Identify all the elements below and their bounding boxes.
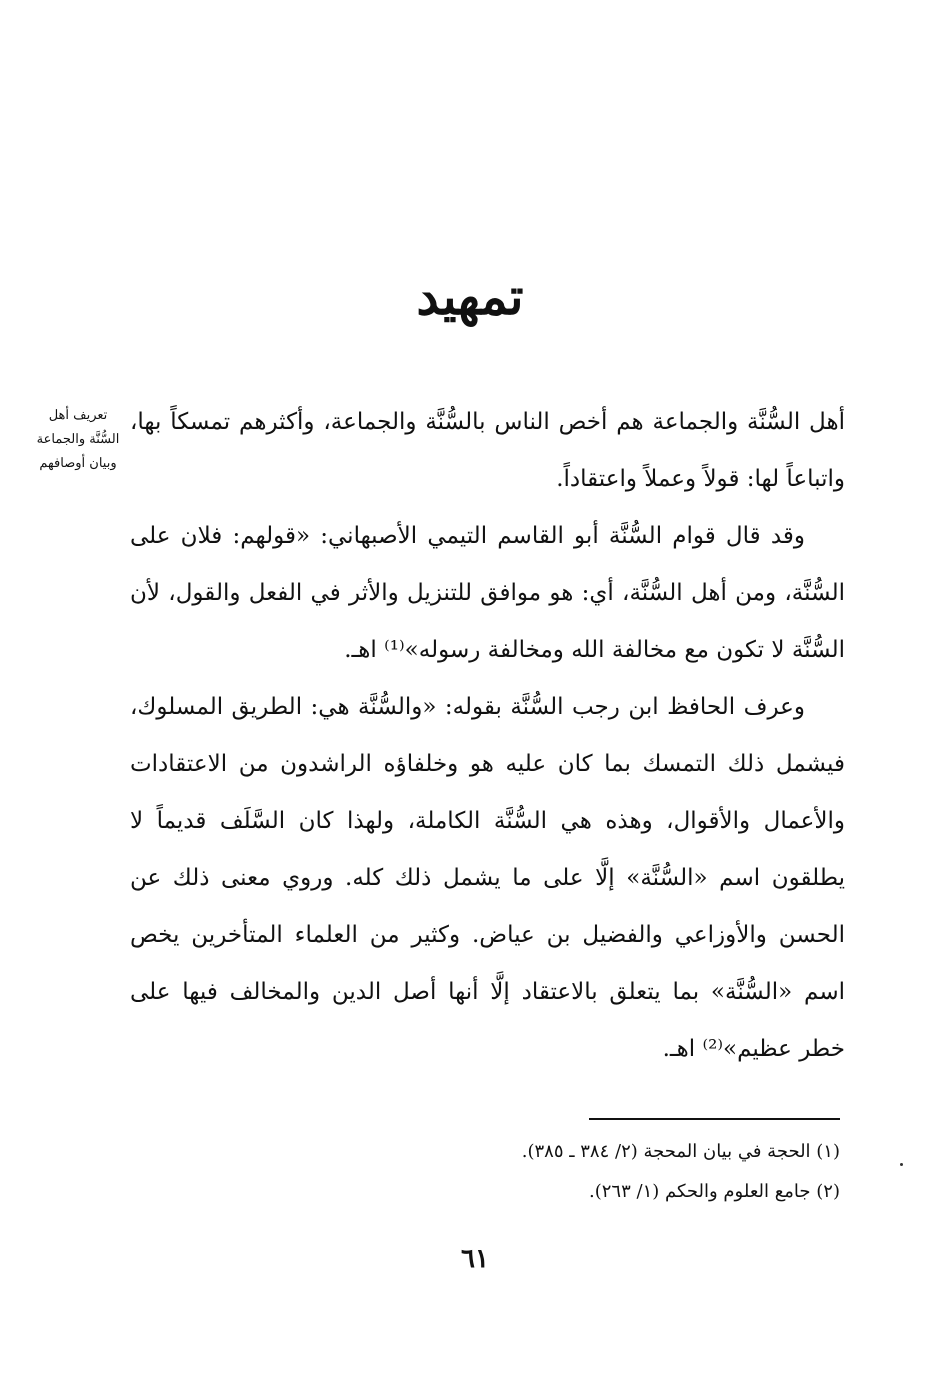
- margin-note-line: تعريف أهل: [48, 408, 108, 423]
- margin-note-line: وبيان أوصافهم: [39, 456, 117, 471]
- body-text: [130, 394, 845, 1078]
- chapter-title: تمهيد: [416, 267, 524, 326]
- scan-speck: [900, 1163, 903, 1166]
- footnote: (١) الحجة في بيان المحجة (٢/ ٣٨٤ ـ ٣٨٥).: [521, 1141, 840, 1162]
- footnotes: [300, 1132, 840, 1212]
- margin-note: [22, 404, 134, 476]
- footnote: (٢) جامع العلوم والحكم (١/ ٢٦٣).: [589, 1181, 840, 1202]
- page-number: ٦١: [461, 1244, 489, 1274]
- footnote-divider: [589, 1118, 840, 1120]
- margin-note-line: السُّنَّة والجماعة: [36, 432, 120, 447]
- paragraph: أهل السُّنَّة والجماعة هم أخص الناس بالسُّنَّة والجماعة، وأكثرهم تمسكاً بها، واتباعاً لها: قولاً وعملاً واعتقاداً.: [130, 409, 845, 492]
- paragraph: وعرف الحافظ ابن رجب السُّنَّة بقوله: «والسُّنَّة هي: الطريق المسلوك، فيشمل ذلك التمسك بما كان عليه هو وخلفاؤه الراشدون من الاعتقادات والأعمال والأقوال، وهذه هي السُّنَّة الكاملة، ولهذا كان السَّلَف قديماً لا يطلقون اسم «السُّنَّة» إلَّا على ما يشمل ذلك كله. وروي معنى ذلك عن الحسن والأوزاعي والفضيل بن عياض. وكثير من العلماء المتأخرين يخص اسم «السُّنَّة» بما يتعلق بالاعتقاد إلَّا أنها أصل الدين والمخالف فيها على خطر عظيم»⁽²⁾ اهـ.: [130, 694, 845, 1062]
- paragraph: وقد قال قوام السُّنَّة أبو القاسم التيمي الأصبهاني: «قولهم: فلان على السُّنَّة، ومن أهل السُّنَّة، أي: هو موافق للتنزيل والأثر في الفعل والقول، لأن السُّنَّة لا تكون مع مخالفة الله ومخالفة رسوله»⁽¹⁾ اهـ.: [130, 523, 845, 663]
